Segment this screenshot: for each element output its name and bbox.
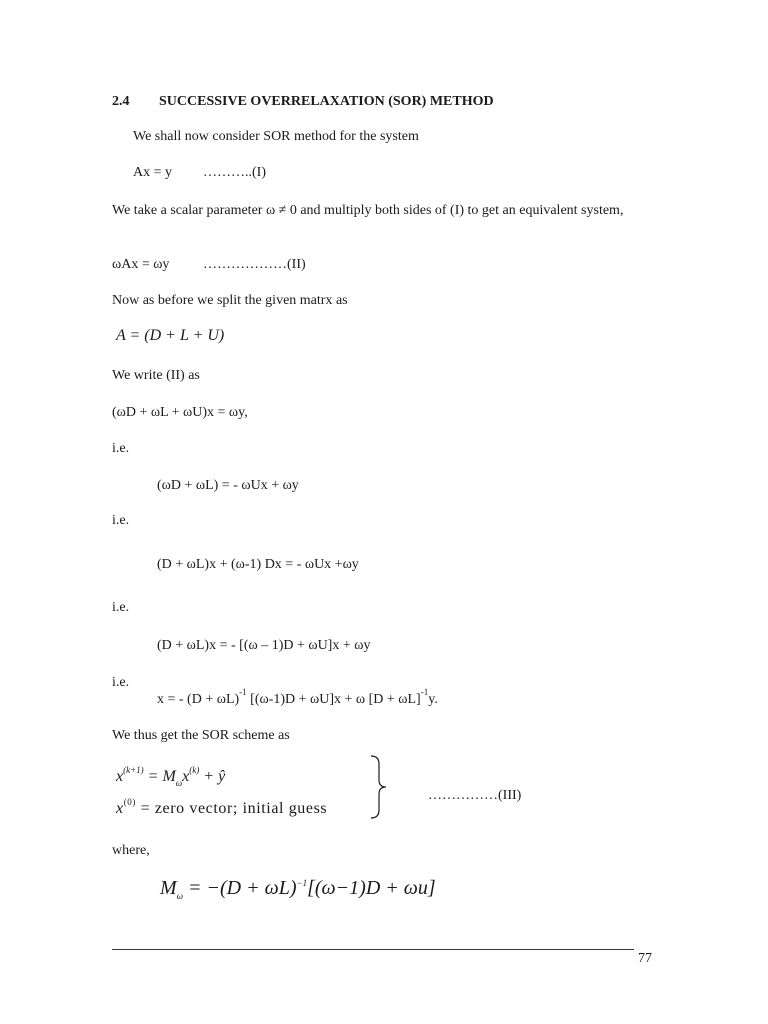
equation-step-2: (D + ωL)x + (ω-1) Dx = - ωUx +ωy [157, 557, 359, 572]
equation-II [112, 257, 306, 273]
scheme-line-1: $x^{(k+1)} = M_\omega x^{(k)}$ + ŷ [116, 765, 226, 788]
equation-expanded: (ωD + ωL + ωU)x = ωy, [112, 405, 248, 420]
equation-step-3: (D + ωL)x = - [(ω – 1)D + ωU]x + ωy [157, 638, 371, 653]
equation-step-4: x = - $(D + \omega L)^{-1}$ [(ω-1)D + ωU]x + ω $[D + \omega L]^{-1}y$. [157, 687, 438, 707]
split-equation: A = (D + L + U) [116, 327, 225, 344]
split-intro-text: Now as before we split the given matrx as [112, 293, 348, 308]
equation-step-1: (ωD + ωL) = - ωUx + ωy [157, 478, 299, 493]
ie-label-1: i.e. [112, 441, 130, 456]
write-intro-text: We write (II) as [112, 368, 200, 383]
M-omega-equation: $M_\omega = -(D + \omega L)^{-1}[(\omega-1)D + \omega u]$ [160, 877, 436, 901]
scheme-line-2: $x^{(0)}$ = zero vector; initial guess [116, 797, 328, 817]
right-brace-icon [368, 754, 390, 820]
section-heading [112, 94, 494, 110]
section-number: 2.4 [112, 94, 130, 109]
equation-II-body: ωAx = ωy [112, 257, 170, 272]
page-number: 77 [638, 951, 652, 966]
footer-rule [112, 949, 634, 950]
equation-I-body: Ax = y [133, 165, 173, 180]
equation-I-tag: ………..(I) [203, 165, 266, 180]
ie-label-3: i.e. [112, 600, 130, 615]
equation-I [133, 165, 266, 181]
section-title: SUCCESSIVE OVERRELAXATION (SOR) METHOD [159, 94, 494, 109]
ie-label-2: i.e. [112, 513, 130, 528]
paragraph-scalar: We take a scalar parameter ω ≠ 0 and multiply both sides of (I) to get an equivalent system, [112, 203, 624, 218]
ie-label-4: i.e. [112, 675, 130, 690]
scheme-intro-text: We thus get the SOR scheme as [112, 728, 290, 743]
equation-II-tag: ………………(II) [203, 257, 306, 272]
intro-text: We shall now consider SOR method for the system [133, 129, 419, 144]
scheme-tag: ……………(III) [428, 788, 522, 803]
where-text: where, [112, 843, 150, 858]
